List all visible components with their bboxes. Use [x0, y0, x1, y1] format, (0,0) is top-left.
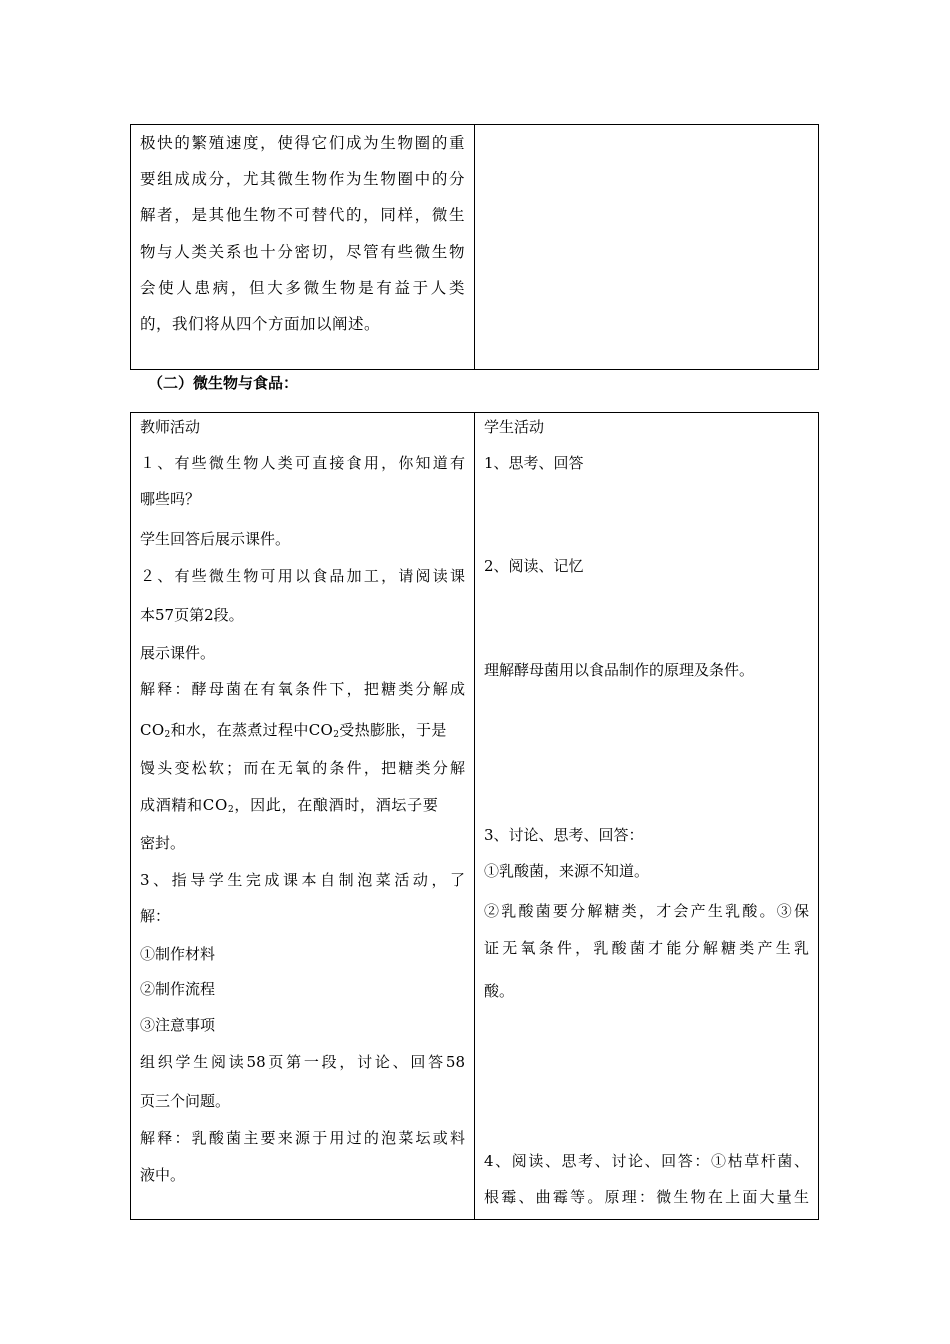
teacher-line: ③注意事项 [140, 1016, 216, 1034]
teacher-line: 学生回答后展示课件。 [140, 530, 291, 548]
teacher-line: ２、有些微生物可用以食品加工，请阅读课 [140, 567, 465, 585]
teacher-line: 本57页第2段。 [140, 606, 244, 624]
teacher-line: 展示课件。 [140, 644, 216, 662]
student-line: ①乳酸菌，来源不知道。 [484, 862, 650, 880]
teacher-line: １、有些微生物人类可直接食用，你知道有 [140, 454, 465, 472]
student-line: 理解酵母菌用以食品制作的原理及条件。 [484, 661, 755, 679]
teacher-line: ②制作流程 [140, 980, 216, 998]
intro-empty-cell [475, 125, 818, 369]
student-line: 2、阅读、记忆 [484, 557, 584, 575]
intro-table [130, 124, 819, 370]
teacher-line: 成酒精和$CO_2$，因此，在酿酒时，酒坛子要 [140, 796, 439, 815]
student-line: ②乳酸菌要分解糖类，才会产生乳酸。③保 [484, 902, 809, 920]
intro-line: 极快的繁殖速度，使得它们成为生物圈的重 [140, 134, 465, 152]
intro-line: 解者，是其他生物不可替代的，同样，微生 [140, 206, 465, 225]
student-activity-cell [475, 413, 818, 1219]
teacher-line: 密封。 [140, 834, 186, 852]
teacher-header: 教师活动 [140, 418, 201, 436]
student-line: 3、讨论、思考、回答： [484, 826, 644, 844]
student-line: 根霉、曲霉等。原理：微生物在上面大量生 [484, 1188, 809, 1206]
activity-table [130, 412, 819, 1220]
intro-line: 物与人类关系也十分密切，尽管有些微生物 [140, 242, 465, 261]
teacher-line: 解： [140, 907, 171, 925]
teacher-line: 3、指导学生完成课本自制泡菜活动，了 [140, 871, 465, 889]
teacher-line: 解释：酵母菌在有氧条件下，把糖类分解成 [140, 680, 465, 698]
teacher-line: 页三个问题。 [140, 1092, 231, 1110]
teacher-line: 哪些吗？ [140, 490, 201, 508]
teacher-line: ①制作材料 [140, 945, 216, 963]
student-line: 酸。 [484, 982, 515, 1000]
teacher-line: $CO_2$和水，在蒸煮过程中$CO_2$受热膨胀，于是 [140, 721, 447, 740]
student-line: 4、阅读、思考、讨论、回答：①枯草杆菌、 [484, 1152, 809, 1170]
student-header: 学生活动 [484, 418, 545, 436]
teacher-line: 液中。 [140, 1166, 186, 1184]
intro-line: 要组成成分，尤其微生物作为生物圈中的分 [140, 170, 465, 189]
student-line: 证无氧条件，乳酸菌才能分解糖类产生乳 [484, 939, 809, 957]
intro-line: 会使人患病，但大多微生物是有益于人类 [140, 278, 465, 297]
intro-text-cell [131, 125, 475, 369]
student-line: 1、思考、回答 [484, 454, 584, 472]
teacher-line: 组织学生阅读58页第一段，讨论、回答58 [140, 1053, 465, 1071]
teacher-line: 馒头变松软；而在无氧的条件，把糖类分解 [140, 759, 465, 777]
intro-line: 的，我们将从四个方面加以阐述。 [140, 315, 381, 334]
teacher-line: 解释：乳酸菌主要来源于用过的泡菜坛或料 [140, 1129, 465, 1147]
section-heading: （二）微生物与食品： [148, 374, 299, 392]
teacher-activity-cell [131, 413, 475, 1219]
